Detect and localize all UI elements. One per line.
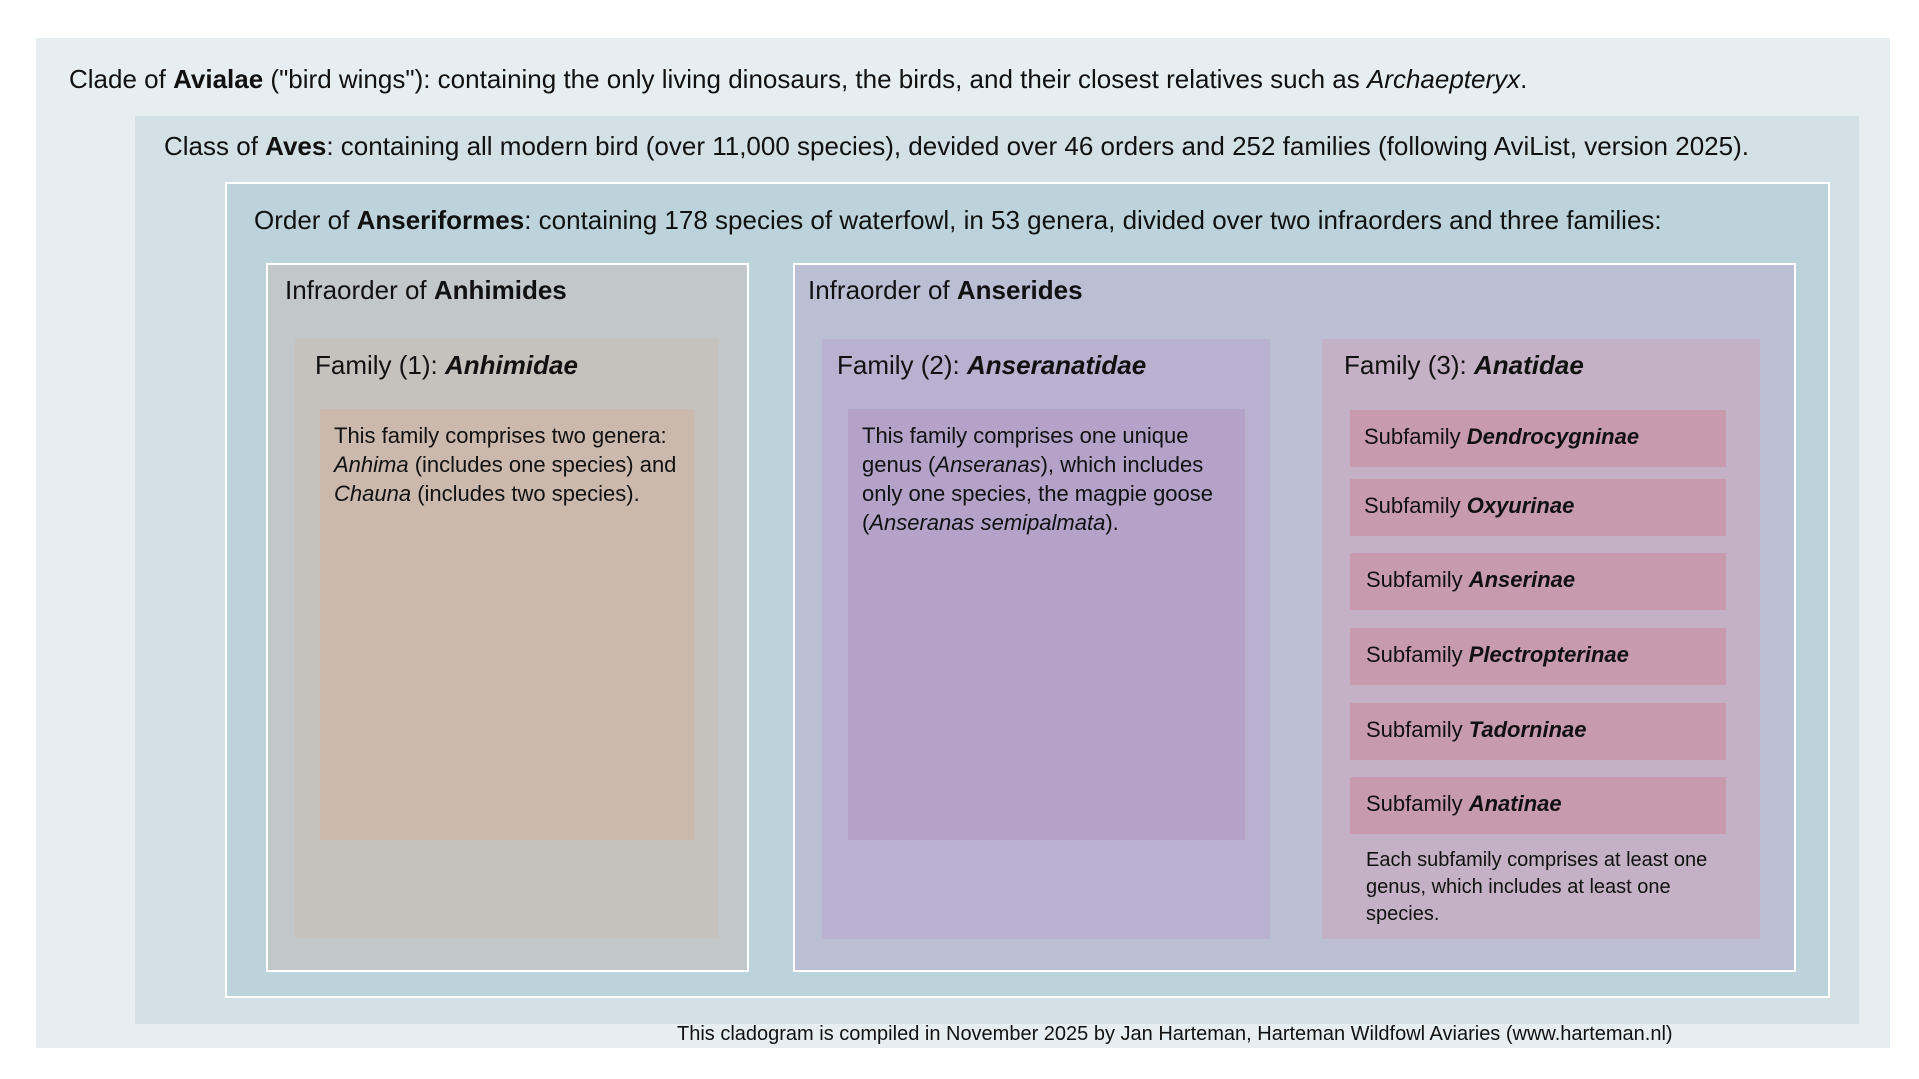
subfamily-anserinae-label: Subfamily Anserinae (1366, 567, 1576, 592)
subfamily-oxyurinae-label: Subfamily Oxyurinae (1364, 493, 1575, 518)
family-anseranatidae-title: Family (2): Anseranatidae (837, 350, 1147, 380)
footer-credit: This cladogram is compiled in November 2025 by Jan Harteman, Harteman Wildfowl Aviaries (www.harteman.nl) (677, 1023, 1673, 1045)
family-anatidae-note: Each subfamily comprises at least one genus, which includes at least one species. (1366, 849, 1708, 925)
family-anseranatidae-desc: This family comprises one unique genus (Anseranas), which includes only one species, the magpie goose (Anseranas semipalmata). (862, 423, 1214, 535)
subfamily-plectropterinae-label: Subfamily Plectropterinae (1366, 642, 1629, 667)
infraorder-anhimides-title: Infraorder of Anhimides (285, 275, 567, 305)
class-title: Class of Aves: containing all modern bird (over 11,000 species), devided over 46 orders and 252 families (following AviList, version 2025). (164, 131, 1749, 161)
clade-title: Clade of Avialae ("bird wings"): containing the only living dinosaurs, the birds, and their closest relatives such as Archaepteryx. (69, 64, 1528, 94)
family-anhimidae-title: Family (1): Anhimidae (315, 350, 578, 380)
family-anhimidae-desc: This family comprises two genera: Anhima (includes one species) and Chauna (includes two species). (334, 423, 677, 506)
family-anatidae-title: Family (3): Anatidae (1344, 350, 1584, 380)
subfamily-tadorninae-label: Subfamily Tadorninae (1366, 717, 1587, 742)
subfamily-anatinae-label: Subfamily Anatinae (1366, 791, 1562, 816)
subfamily-dendrocygninae-label: Subfamily Dendrocygninae (1364, 424, 1640, 449)
infraorder-anserides-title: Infraorder of Anserides (808, 275, 1083, 305)
order-title: Order of Anseriformes: containing 178 species of waterfowl, in 53 genera, divided over two infraorders and three families: (254, 205, 1662, 235)
